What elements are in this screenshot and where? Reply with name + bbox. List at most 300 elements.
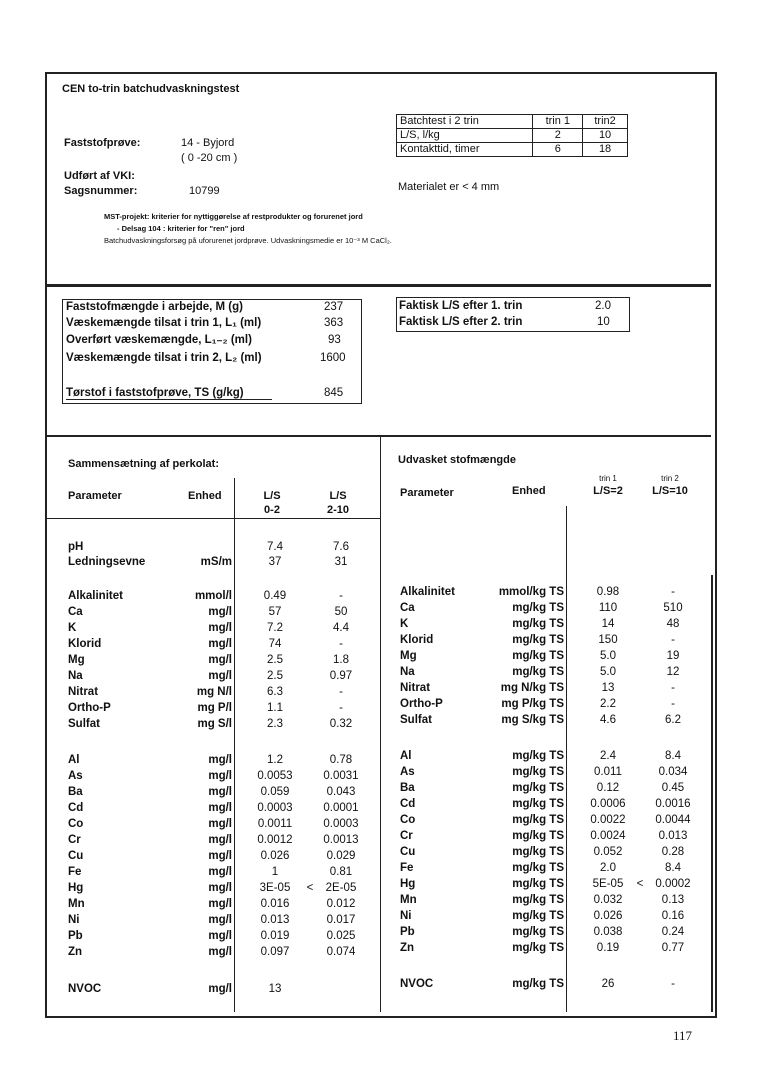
value-ls1: 57 xyxy=(268,606,282,618)
ls-value: 10 xyxy=(597,316,610,328)
param-name: Klorid xyxy=(68,638,102,650)
batch-header-label: Batchtest i 2 trin xyxy=(397,115,533,129)
value-trin2: 0.034 xyxy=(658,766,688,778)
value-ls2: - xyxy=(339,686,343,698)
param-name: Pb xyxy=(68,930,83,942)
param-unit: mg/l xyxy=(208,654,232,666)
left-table-title: Sammensætning af perkolat: xyxy=(68,458,219,470)
value-trin1: 2.0 xyxy=(600,862,616,874)
table-row xyxy=(400,797,700,811)
value-ls1: 0.019 xyxy=(260,930,290,942)
param-name: Cu xyxy=(68,850,84,862)
table-row xyxy=(400,845,700,859)
table-row xyxy=(400,697,700,711)
value-trin1: 0.038 xyxy=(593,926,623,938)
value-trin2: - xyxy=(671,698,675,710)
ts-underline xyxy=(66,399,272,400)
value-trin2: 12 xyxy=(666,666,680,678)
value-ls1: 0.0053 xyxy=(257,770,293,782)
param-name: Cr xyxy=(68,834,81,846)
param-unit: mg/kg TS xyxy=(512,798,564,810)
value-trin1: 0.0006 xyxy=(590,798,626,810)
table-row xyxy=(68,769,368,783)
table-row xyxy=(400,649,700,663)
value-ls2: 0.0003 xyxy=(323,818,359,830)
value-ls2: 0.074 xyxy=(326,946,356,958)
batch-header-trin2: trin2 xyxy=(583,115,628,129)
param-name: Ba xyxy=(400,782,415,794)
performed-label: Udført af VKI: xyxy=(64,170,135,182)
value-ls2: 7.6 xyxy=(333,541,349,553)
param-name: Alkalinitet xyxy=(400,586,455,598)
ls-row xyxy=(399,315,627,329)
sample-depth: ( 0 -20 cm ) xyxy=(181,152,238,164)
table-row xyxy=(68,785,368,799)
project-line-3: Batchudvaskningsforsøg på uforurenet jordprøve. Udvaskningsmedie er 10⁻³ M CaCl₂. xyxy=(104,236,392,245)
value-ls1: 6.3 xyxy=(267,686,283,698)
param-name: Mg xyxy=(400,650,417,662)
value-ls2: 50 xyxy=(334,606,348,618)
value-trin1: 2.2 xyxy=(600,698,616,710)
page-number: 117 xyxy=(673,1028,693,1043)
param-unit: mg/l xyxy=(208,850,232,862)
param-unit: mg/kg TS xyxy=(512,766,564,778)
amount-value: 93 xyxy=(328,334,341,346)
param-unit: mg P/l xyxy=(197,702,232,714)
param-unit: mg/l xyxy=(208,834,232,846)
value-ls2: 2E-05 xyxy=(325,882,357,894)
value-ls1: 0.49 xyxy=(263,590,287,602)
amount-value: 237 xyxy=(324,301,344,313)
batch-row-label: L/S, l/kg xyxy=(397,129,533,143)
value-ls2: 0.0031 xyxy=(323,770,359,782)
value-trin1: 0.032 xyxy=(593,894,623,906)
param-unit: mg/kg TS xyxy=(512,666,564,678)
param-name: Ca xyxy=(68,606,83,618)
value-ls1: 1.1 xyxy=(267,702,283,714)
value-ls1: 0.0011 xyxy=(257,818,293,830)
param-unit: mg/l xyxy=(208,786,232,798)
param-unit: mg/l xyxy=(208,622,232,634)
table-row xyxy=(68,717,368,731)
param-unit: mg/kg TS xyxy=(512,634,564,646)
value-trin2: 0.0044 xyxy=(655,814,691,826)
amount-row xyxy=(66,333,358,347)
param-unit: mg/l xyxy=(208,802,232,814)
batch-row xyxy=(397,143,628,157)
value-ls1: 2.5 xyxy=(267,654,283,666)
table-row xyxy=(68,637,368,651)
param-name: Ni xyxy=(68,914,80,926)
value-ls1: 2.3 xyxy=(267,718,283,730)
table-row xyxy=(68,929,368,943)
table-row xyxy=(400,877,700,891)
value-trin2: 0.24 xyxy=(661,926,685,938)
param-unit: mg/kg TS xyxy=(512,942,564,954)
right-table-title: Udvasket stofmængde xyxy=(398,454,516,466)
value-trin1: 150 xyxy=(598,634,618,646)
value-ls2: 0.029 xyxy=(326,850,356,862)
left-col-ls1b: 0-2 xyxy=(264,504,280,516)
value-ls2: 0.012 xyxy=(326,898,356,910)
value-ls2: 0.0013 xyxy=(323,834,359,846)
table-row xyxy=(400,765,700,779)
param-name: NVOC xyxy=(400,978,434,990)
param-name: Hg xyxy=(400,878,416,890)
param-unit: mg/l xyxy=(208,818,232,830)
right-col-unit: Enhed xyxy=(512,485,546,497)
amount-row xyxy=(66,300,358,314)
param-name: Nitrat xyxy=(400,682,431,694)
value-trin1: 5.0 xyxy=(600,666,616,678)
amount-label: Væskemængde tilsat i trin 1, L₁ (ml) xyxy=(66,317,262,329)
table-row xyxy=(68,653,368,667)
value-ls2: 0.0001 xyxy=(323,802,359,814)
param-unit: mg/l xyxy=(208,670,232,682)
left-col-param: Parameter xyxy=(68,490,122,502)
project-line-1: MST-projekt: kriterier for nyttiggørelse af restprodukter og forurenet jord xyxy=(104,212,363,221)
value-ls1: 7.2 xyxy=(267,622,283,634)
table-row xyxy=(68,881,368,895)
param-unit: mg/l xyxy=(208,914,232,926)
table-row xyxy=(400,861,700,875)
right-col-t2: trin 2 xyxy=(661,474,679,483)
value-trin2: 6.2 xyxy=(665,714,681,726)
param-name: Ni xyxy=(400,910,412,922)
table-row xyxy=(400,941,700,955)
value-ls1: 0.0012 xyxy=(257,834,293,846)
table-row xyxy=(400,665,700,679)
table-row xyxy=(68,849,368,863)
param-unit: mmol/l xyxy=(194,590,232,602)
value-ls1: 0.016 xyxy=(260,898,290,910)
batch-row xyxy=(397,129,628,143)
sample-value: 14 - Byjord xyxy=(181,137,235,149)
value-trin2: 0.0016 xyxy=(655,798,691,810)
table-row xyxy=(400,829,700,843)
table-row xyxy=(400,977,700,991)
param-name: K xyxy=(400,618,409,630)
table-row xyxy=(400,585,700,599)
amount-label: Væskemængde tilsat i trin 2, L₂ (ml) xyxy=(66,352,262,364)
param-name: Ortho-P xyxy=(400,698,443,710)
value-ls1: 37 xyxy=(268,556,282,568)
left-col-unit: Enhed xyxy=(188,490,222,502)
param-unit: mg/l xyxy=(208,770,232,782)
value-ls2: 4.4 xyxy=(333,622,349,634)
batch-header-trin1: trin 1 xyxy=(533,115,583,129)
value-trin2: - xyxy=(671,682,675,694)
value-trin1: 0.98 xyxy=(596,586,620,598)
ls-value: 2.0 xyxy=(595,300,611,312)
header-section xyxy=(47,74,711,286)
left-col-ls2: L/S xyxy=(329,490,347,502)
param-unit: mg/l xyxy=(208,606,232,618)
value-ls1: 0.013 xyxy=(260,914,290,926)
batch-row-v2: 10 xyxy=(583,129,628,143)
param-unit: mg/kg TS xyxy=(512,618,564,630)
param-name: Ba xyxy=(68,786,83,798)
param-name: Alkalinitet xyxy=(68,590,123,602)
param-unit: mg/kg TS xyxy=(512,650,564,662)
right-col-t1b: L/S=2 xyxy=(593,485,623,497)
ls-label: Faktisk L/S efter 2. trin xyxy=(399,316,523,328)
value-trin2: - xyxy=(671,586,675,598)
param-name: Co xyxy=(68,818,84,830)
table-row xyxy=(68,685,368,699)
project-line-2: - Delsag 104 : kriterier for "ren" jord xyxy=(117,224,245,233)
amount-value: 363 xyxy=(324,317,344,329)
value-trin1: 2.4 xyxy=(600,750,616,762)
amount-label: Overført væskemængde, L₁₋₂ (ml) xyxy=(66,334,252,346)
value-trin2: 0.16 xyxy=(661,910,685,922)
value-trin2: - xyxy=(671,634,675,646)
value-trin2: - xyxy=(671,978,675,990)
param-name: K xyxy=(68,622,77,634)
table-row xyxy=(68,555,368,569)
param-name: As xyxy=(400,766,415,778)
value-trin2: 0.13 xyxy=(661,894,685,906)
value-trin1: 0.011 xyxy=(594,766,622,778)
param-unit: mg/kg TS xyxy=(512,894,564,906)
less-than-symbol: < xyxy=(306,882,314,894)
value-ls1: 0.026 xyxy=(260,850,290,862)
batch-row-label: Kontakttid, timer xyxy=(397,143,533,157)
value-trin2: 0.77 xyxy=(661,942,685,954)
param-unit: mg/kg TS xyxy=(512,846,564,858)
table-row xyxy=(68,605,368,619)
batch-table-header xyxy=(397,115,628,129)
value-ls1: 7.4 xyxy=(267,541,283,553)
param-unit: mg/l xyxy=(208,638,232,650)
value-ls2: - xyxy=(339,590,343,602)
param-name: Hg xyxy=(68,882,84,894)
param-name: NVOC xyxy=(68,983,102,995)
value-ls2: 0.017 xyxy=(326,914,356,926)
value-ls2: - xyxy=(339,638,343,650)
param-name: Na xyxy=(400,666,415,678)
value-ls2: 0.78 xyxy=(329,754,353,766)
table-row xyxy=(68,540,368,554)
value-trin1: 13 xyxy=(601,682,615,694)
param-unit: mg/kg TS xyxy=(512,782,564,794)
value-ls2: - xyxy=(339,702,343,714)
batch-row-v2: 18 xyxy=(583,143,628,157)
value-trin1: 4.6 xyxy=(600,714,616,726)
param-unit: mg/l xyxy=(208,946,232,958)
param-unit: mg/kg TS xyxy=(512,862,564,874)
table-row xyxy=(68,897,368,911)
left-col-ls2b: 2-10 xyxy=(326,504,350,516)
amount-row xyxy=(66,351,358,365)
param-name: Al xyxy=(68,754,80,766)
table-row xyxy=(68,913,368,927)
param-unit: mg/l xyxy=(208,866,232,878)
value-trin1: 0.052 xyxy=(593,846,623,858)
right-edge-rule xyxy=(711,575,713,1012)
table-row xyxy=(400,749,700,763)
param-name: Cd xyxy=(68,802,84,814)
param-name: Sulfat xyxy=(400,714,432,726)
batch-row-v1: 6 xyxy=(533,143,583,157)
value-ls1: 2.5 xyxy=(267,670,283,682)
value-ls1: 0.097 xyxy=(260,946,290,958)
section-divider xyxy=(47,286,711,287)
amount-value: 1600 xyxy=(320,352,346,364)
sample-label: Faststofprøve: xyxy=(64,137,141,149)
value-ls2: 1.8 xyxy=(333,654,349,666)
table-row xyxy=(68,833,368,847)
param-unit: mg/kg TS xyxy=(512,602,564,614)
value-trin1: 110 xyxy=(598,602,618,614)
table-row xyxy=(68,817,368,831)
param-unit: mmol/kg TS xyxy=(498,586,564,598)
value-trin2: 48 xyxy=(666,618,680,630)
ts-row xyxy=(66,386,358,400)
param-name: Mg xyxy=(68,654,85,666)
value-trin2: 0.28 xyxy=(661,846,685,858)
param-name: Cu xyxy=(400,846,416,858)
table-row xyxy=(400,781,700,795)
value-trin1: 26 xyxy=(601,978,615,990)
param-unit: mg/kg TS xyxy=(512,830,564,842)
table-row xyxy=(68,621,368,635)
param-unit: mg/l xyxy=(208,754,232,766)
value-trin1: 0.12 xyxy=(596,782,620,794)
value-trin1: 0.0024 xyxy=(590,830,626,842)
left-header-rule xyxy=(47,518,380,519)
param-unit: mg/kg TS xyxy=(512,814,564,826)
param-name: Na xyxy=(68,670,83,682)
param-name: Nitrat xyxy=(68,686,99,698)
ls-label: Faktisk L/S efter 1. trin xyxy=(399,300,523,312)
value-trin1: 14 xyxy=(601,618,615,630)
param-name: Klorid xyxy=(400,634,434,646)
param-unit: mg S/l xyxy=(197,718,232,730)
right-col-t1: trin 1 xyxy=(599,474,617,483)
value-ls2: 31 xyxy=(334,556,348,568)
center-divider xyxy=(380,436,381,1012)
value-trin1: 5.0 xyxy=(600,650,616,662)
table-row xyxy=(400,617,700,631)
table-row xyxy=(68,801,368,815)
value-ls2: 0.043 xyxy=(326,786,356,798)
param-unit: mg/l xyxy=(208,882,232,894)
batch-table xyxy=(396,114,628,157)
param-name: Zn xyxy=(400,942,415,954)
param-name: Sulfat xyxy=(68,718,100,730)
value-ls1: 13 xyxy=(268,983,282,995)
ls-row xyxy=(399,299,627,313)
value-ls1: 0.059 xyxy=(260,786,290,798)
table-row xyxy=(400,681,700,695)
param-name: Pb xyxy=(400,926,415,938)
section-divider xyxy=(47,435,711,437)
ts-label: Tørstof i faststofprøve, TS (g/kg) xyxy=(66,387,244,399)
param-name: Ledningsevne xyxy=(68,556,146,568)
param-unit: mg/l xyxy=(208,930,232,942)
material-note: Materialet er < 4 mm xyxy=(398,181,500,193)
param-unit: mg N/l xyxy=(196,686,232,698)
param-unit: mg/kg TS xyxy=(512,750,564,762)
param-name: Ca xyxy=(400,602,415,614)
value-trin2: 0.013 xyxy=(658,830,688,842)
table-row xyxy=(68,945,368,959)
param-unit: mg/l xyxy=(208,898,232,910)
value-trin1: 0.026 xyxy=(593,910,623,922)
value-trin1: 0.0022 xyxy=(590,814,626,826)
table-row xyxy=(400,601,700,615)
param-unit: mg N/kg TS xyxy=(500,682,564,694)
table-row xyxy=(68,669,368,683)
param-unit: mg/kg TS xyxy=(512,910,564,922)
param-name: As xyxy=(68,770,83,782)
amount-label: Faststofmængde i arbejde, M (g) xyxy=(66,301,243,313)
left-col-ls1: L/S xyxy=(263,490,281,502)
param-unit: mg/kg TS xyxy=(512,926,564,938)
table-row xyxy=(68,589,368,603)
value-ls2: 0.81 xyxy=(329,866,353,878)
param-unit: mg P/kg TS xyxy=(501,698,564,710)
table-row xyxy=(400,925,700,939)
value-ls2: 0.025 xyxy=(326,930,356,942)
value-ls1: 1.2 xyxy=(267,754,283,766)
param-name: Cd xyxy=(400,798,416,810)
table-row xyxy=(400,633,700,647)
table-row xyxy=(400,813,700,827)
table-row xyxy=(68,701,368,715)
value-trin2: 0.45 xyxy=(661,782,685,794)
case-value: 10799 xyxy=(189,185,220,197)
value-trin2: 19 xyxy=(666,650,680,662)
right-col-t2b: L/S=10 xyxy=(652,485,688,497)
value-ls2: 0.97 xyxy=(329,670,353,682)
value-trin2: 510 xyxy=(663,602,683,614)
value-trin1: 0.19 xyxy=(596,942,620,954)
param-name: Mn xyxy=(68,898,85,910)
right-col-param: Parameter xyxy=(400,487,454,499)
param-name: Mn xyxy=(400,894,417,906)
case-label: Sagsnummer: xyxy=(64,185,138,197)
value-ls2: 0.32 xyxy=(329,718,353,730)
table-row xyxy=(68,865,368,879)
table-row xyxy=(400,909,700,923)
param-unit: mg/kg TS xyxy=(512,878,564,890)
param-name: Ortho-P xyxy=(68,702,111,714)
value-trin2: 0.0002 xyxy=(655,878,691,890)
value-trin2: 8.4 xyxy=(665,750,681,762)
param-name: Fe xyxy=(400,862,414,874)
table-row xyxy=(68,753,368,767)
table-row xyxy=(400,713,700,727)
table-row xyxy=(400,893,700,907)
value-ls1: 1 xyxy=(271,866,279,878)
page-title: CEN to-trin batchudvaskningstest xyxy=(62,83,240,95)
param-unit: mS/m xyxy=(200,556,232,568)
less-than-symbol: < xyxy=(636,878,644,890)
param-name: Zn xyxy=(68,946,83,958)
param-name: Al xyxy=(400,750,412,762)
ts-value: 845 xyxy=(324,387,344,399)
value-trin1: 5E-05 xyxy=(592,878,624,890)
param-name: Co xyxy=(400,814,416,826)
value-ls1: 3E-05 xyxy=(259,882,291,894)
param-unit: mg S/kg TS xyxy=(501,714,564,726)
param-name: Fe xyxy=(68,866,82,878)
amount-row xyxy=(66,316,358,330)
value-ls1: 74 xyxy=(268,638,282,650)
param-name: pH xyxy=(68,541,84,553)
